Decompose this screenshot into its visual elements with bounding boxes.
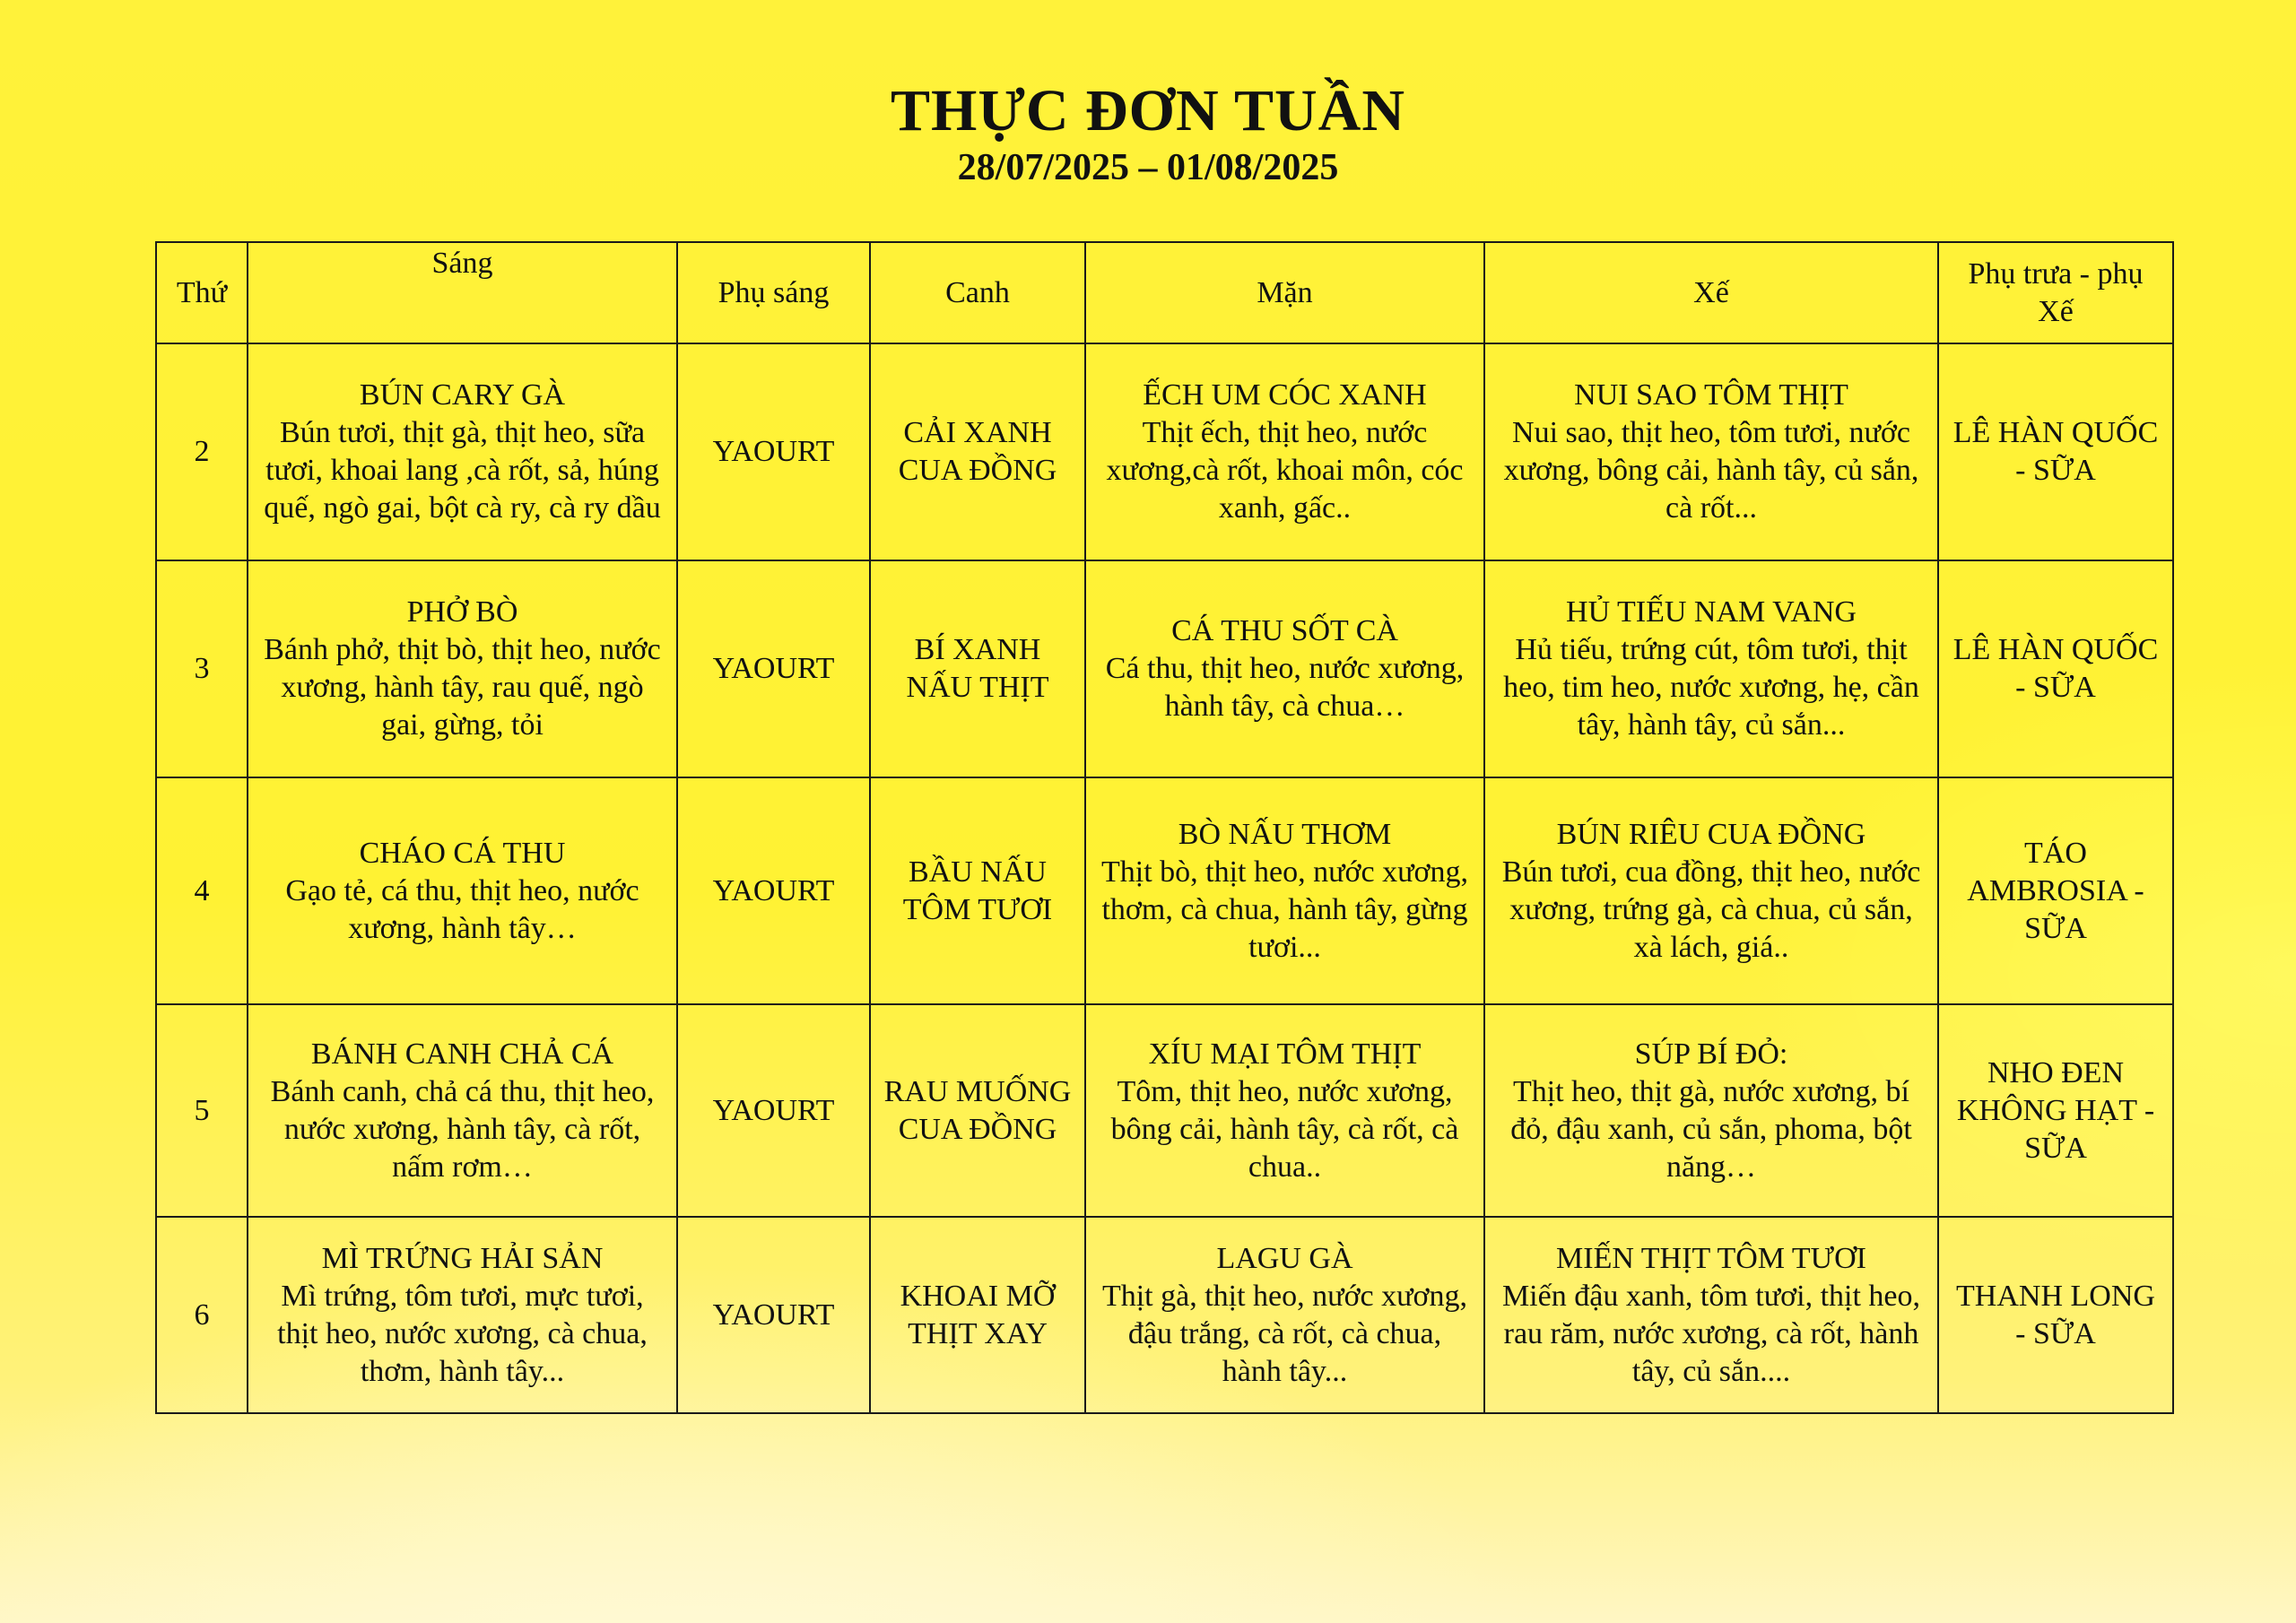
breakfast-side-cell: YAOURT	[677, 343, 870, 560]
column-header-afternoon: Xế	[1484, 242, 1938, 343]
table-row	[156, 343, 2173, 560]
dish-ingredients: Cá thu, thịt heo, nước xương, hành tây, cà chua…	[1105, 652, 1465, 723]
afternoon-cell	[1484, 560, 1938, 777]
snack-cell: THANH LONG - SỮA	[1938, 1217, 2173, 1413]
dish-ingredients: Thịt ếch, thịt heo, nước xương,cà rốt, khoai môn, cóc xanh, gấc..	[1106, 416, 1464, 525]
dish-name: SÚP BÍ ĐỎ:	[1634, 1037, 1788, 1071]
dish-ingredients: Bún tươi, thịt gà, thịt heo, sữa tươi, khoai lang ,cà rốt, sả, húng quế, ngò gai, bột cà ry, cà ry dầu	[264, 416, 661, 525]
afternoon-cell	[1484, 777, 1938, 1004]
dish-ingredients: Bánh phở, thịt bò, thịt heo, nước xương, hành tây, rau quế, ngò gai, gừng, tỏi	[264, 633, 661, 742]
dish-ingredients: Thịt bò, thịt heo, nước xương, thơm, cà chua, hành tây, gừng tươi...	[1101, 855, 1468, 964]
dish-name: BÚN CARY GÀ	[359, 378, 566, 412]
dish-ingredients: Tôm, thịt heo, nước xương, bông cải, hành tây, cà rốt, cà chua..	[1110, 1074, 1459, 1184]
dish-ingredients: Gạo tẻ, cá thu, thịt heo, nước xương, hành tây…	[285, 873, 639, 945]
afternoon-cell	[1484, 343, 1938, 560]
column-header-breakfast-side: Phụ sáng	[677, 242, 870, 343]
breakfast-side-cell: YAOURT	[677, 1004, 870, 1217]
column-header-day: Thứ	[156, 242, 248, 343]
dish-name: BÒ NẤU THƠM	[1178, 817, 1392, 851]
snack-cell: LÊ HÀN QUỐC - SỮA	[1938, 343, 2173, 560]
main-dish-cell	[1085, 1004, 1484, 1217]
dish-ingredients: Thịt heo, thịt gà, nước xương, bí đỏ, đậu xanh, củ sắn, phoma, bột năng…	[1510, 1074, 1912, 1184]
day-cell: 2	[156, 343, 248, 560]
breakfast-cell	[248, 560, 677, 777]
soup-cell: KHOAI MỠ THỊT XAY	[870, 1217, 1085, 1413]
day-cell: 4	[156, 777, 248, 1004]
column-header-soup: Canh	[870, 242, 1085, 343]
day-cell: 3	[156, 560, 248, 777]
breakfast-side-cell: YAOURT	[677, 560, 870, 777]
main-dish-cell	[1085, 560, 1484, 777]
snack-cell: TÁO AMBROSIA - SỮA	[1938, 777, 2173, 1004]
table-row	[156, 777, 2173, 1004]
dish-ingredients: Bánh canh, chả cá thu, thịt heo, nước xương, hành tây, cà rốt, nấm rơm…	[270, 1074, 655, 1184]
column-header-snacks: Phụ trưa - phụ Xế	[1938, 242, 2173, 343]
soup-cell: RAU MUỐNG CUA ĐỒNG	[870, 1004, 1085, 1217]
breakfast-cell	[248, 1217, 677, 1413]
afternoon-cell	[1484, 1217, 1938, 1413]
dish-name: BÁNH CANH CHẢ CÁ	[310, 1037, 614, 1071]
breakfast-side-cell: YAOURT	[677, 777, 870, 1004]
main-dish-cell	[1085, 1217, 1484, 1413]
weekly-menu-table	[155, 241, 2174, 1414]
dish-ingredients: Mì trứng, tôm tươi, mực tươi, thịt heo, nước xương, cà chua, thơm, hành tây...	[277, 1279, 648, 1388]
dish-name: ẾCH UM CÓC XANH	[1143, 378, 1427, 412]
afternoon-cell	[1484, 1004, 1938, 1217]
dish-ingredients: Bún tươi, cua đồng, thịt heo, nước xương, trứng gà, cà chua, củ sắn, xà lách, giá..	[1501, 855, 1921, 964]
day-cell: 5	[156, 1004, 248, 1217]
dish-name: LAGU GÀ	[1216, 1241, 1353, 1275]
dish-name: CÁ THU SỐT CÀ	[1171, 614, 1398, 647]
dish-ingredients: Miến đậu xanh, tôm tươi, thịt heo, rau răm, nước xương, cà rốt, hành tây, củ sắn....	[1501, 1279, 1921, 1388]
table-row	[156, 1217, 2173, 1413]
snack-cell: NHO ĐEN KHÔNG HẠT - SỮA	[1938, 1004, 2173, 1217]
table-row	[156, 1004, 2173, 1217]
dish-name: BÚN RIÊU CUA ĐỒNG	[1556, 817, 1866, 851]
soup-cell: CẢI XANH CUA ĐỒNG	[870, 343, 1085, 560]
dish-name: HỦ TIẾU NAM VANG	[1566, 595, 1857, 629]
breakfast-side-cell: YAOURT	[677, 1217, 870, 1413]
date-range: 28/07/2025 – 01/08/2025	[957, 147, 1339, 188]
soup-cell: BÍ XANH NẤU THỊT	[870, 560, 1085, 777]
page-title: THỰC ĐƠN TUẦN	[890, 78, 1406, 143]
dish-name: XÍU MẠI TÔM THỊT	[1148, 1037, 1422, 1071]
snack-cell: LÊ HÀN QUỐC - SỮA	[1938, 560, 2173, 777]
dish-name: MÌ TRỨNG HẢI SẢN	[321, 1241, 604, 1275]
breakfast-cell	[248, 777, 677, 1004]
column-header-main-dish: Mặn	[1085, 242, 1484, 343]
main-dish-cell	[1085, 777, 1484, 1004]
column-header-breakfast: Sáng	[248, 242, 677, 343]
dish-name: NUI SAO TÔM THỊT	[1574, 378, 1848, 412]
dish-name: CHÁO CÁ THU	[359, 836, 566, 870]
dish-name: PHỞ BÒ	[406, 595, 518, 629]
dish-ingredients: Hủ tiếu, trứng cút, tôm tươi, thịt heo, tim heo, nước xương, hẹ, cần tây, hành tây, củ sắn...	[1503, 633, 1919, 742]
breakfast-cell	[248, 343, 677, 560]
table-header-row	[156, 242, 2173, 343]
day-cell: 6	[156, 1217, 248, 1413]
breakfast-cell	[248, 1004, 677, 1217]
main-dish-cell	[1085, 343, 1484, 560]
dish-ingredients: Thịt gà, thịt heo, nước xương, đậu trắng, cà rốt, cà chua, hành tây...	[1101, 1279, 1468, 1388]
soup-cell: BẦU NẤU TÔM TƯƠI	[870, 777, 1085, 1004]
dish-name: MIẾN THỊT TÔM TƯƠI	[1556, 1241, 1866, 1275]
table-row	[156, 560, 2173, 777]
dish-ingredients: Nui sao, thịt heo, tôm tươi, nước xương, bông cải, hành tây, củ sắn, cà rốt...	[1503, 416, 1919, 525]
